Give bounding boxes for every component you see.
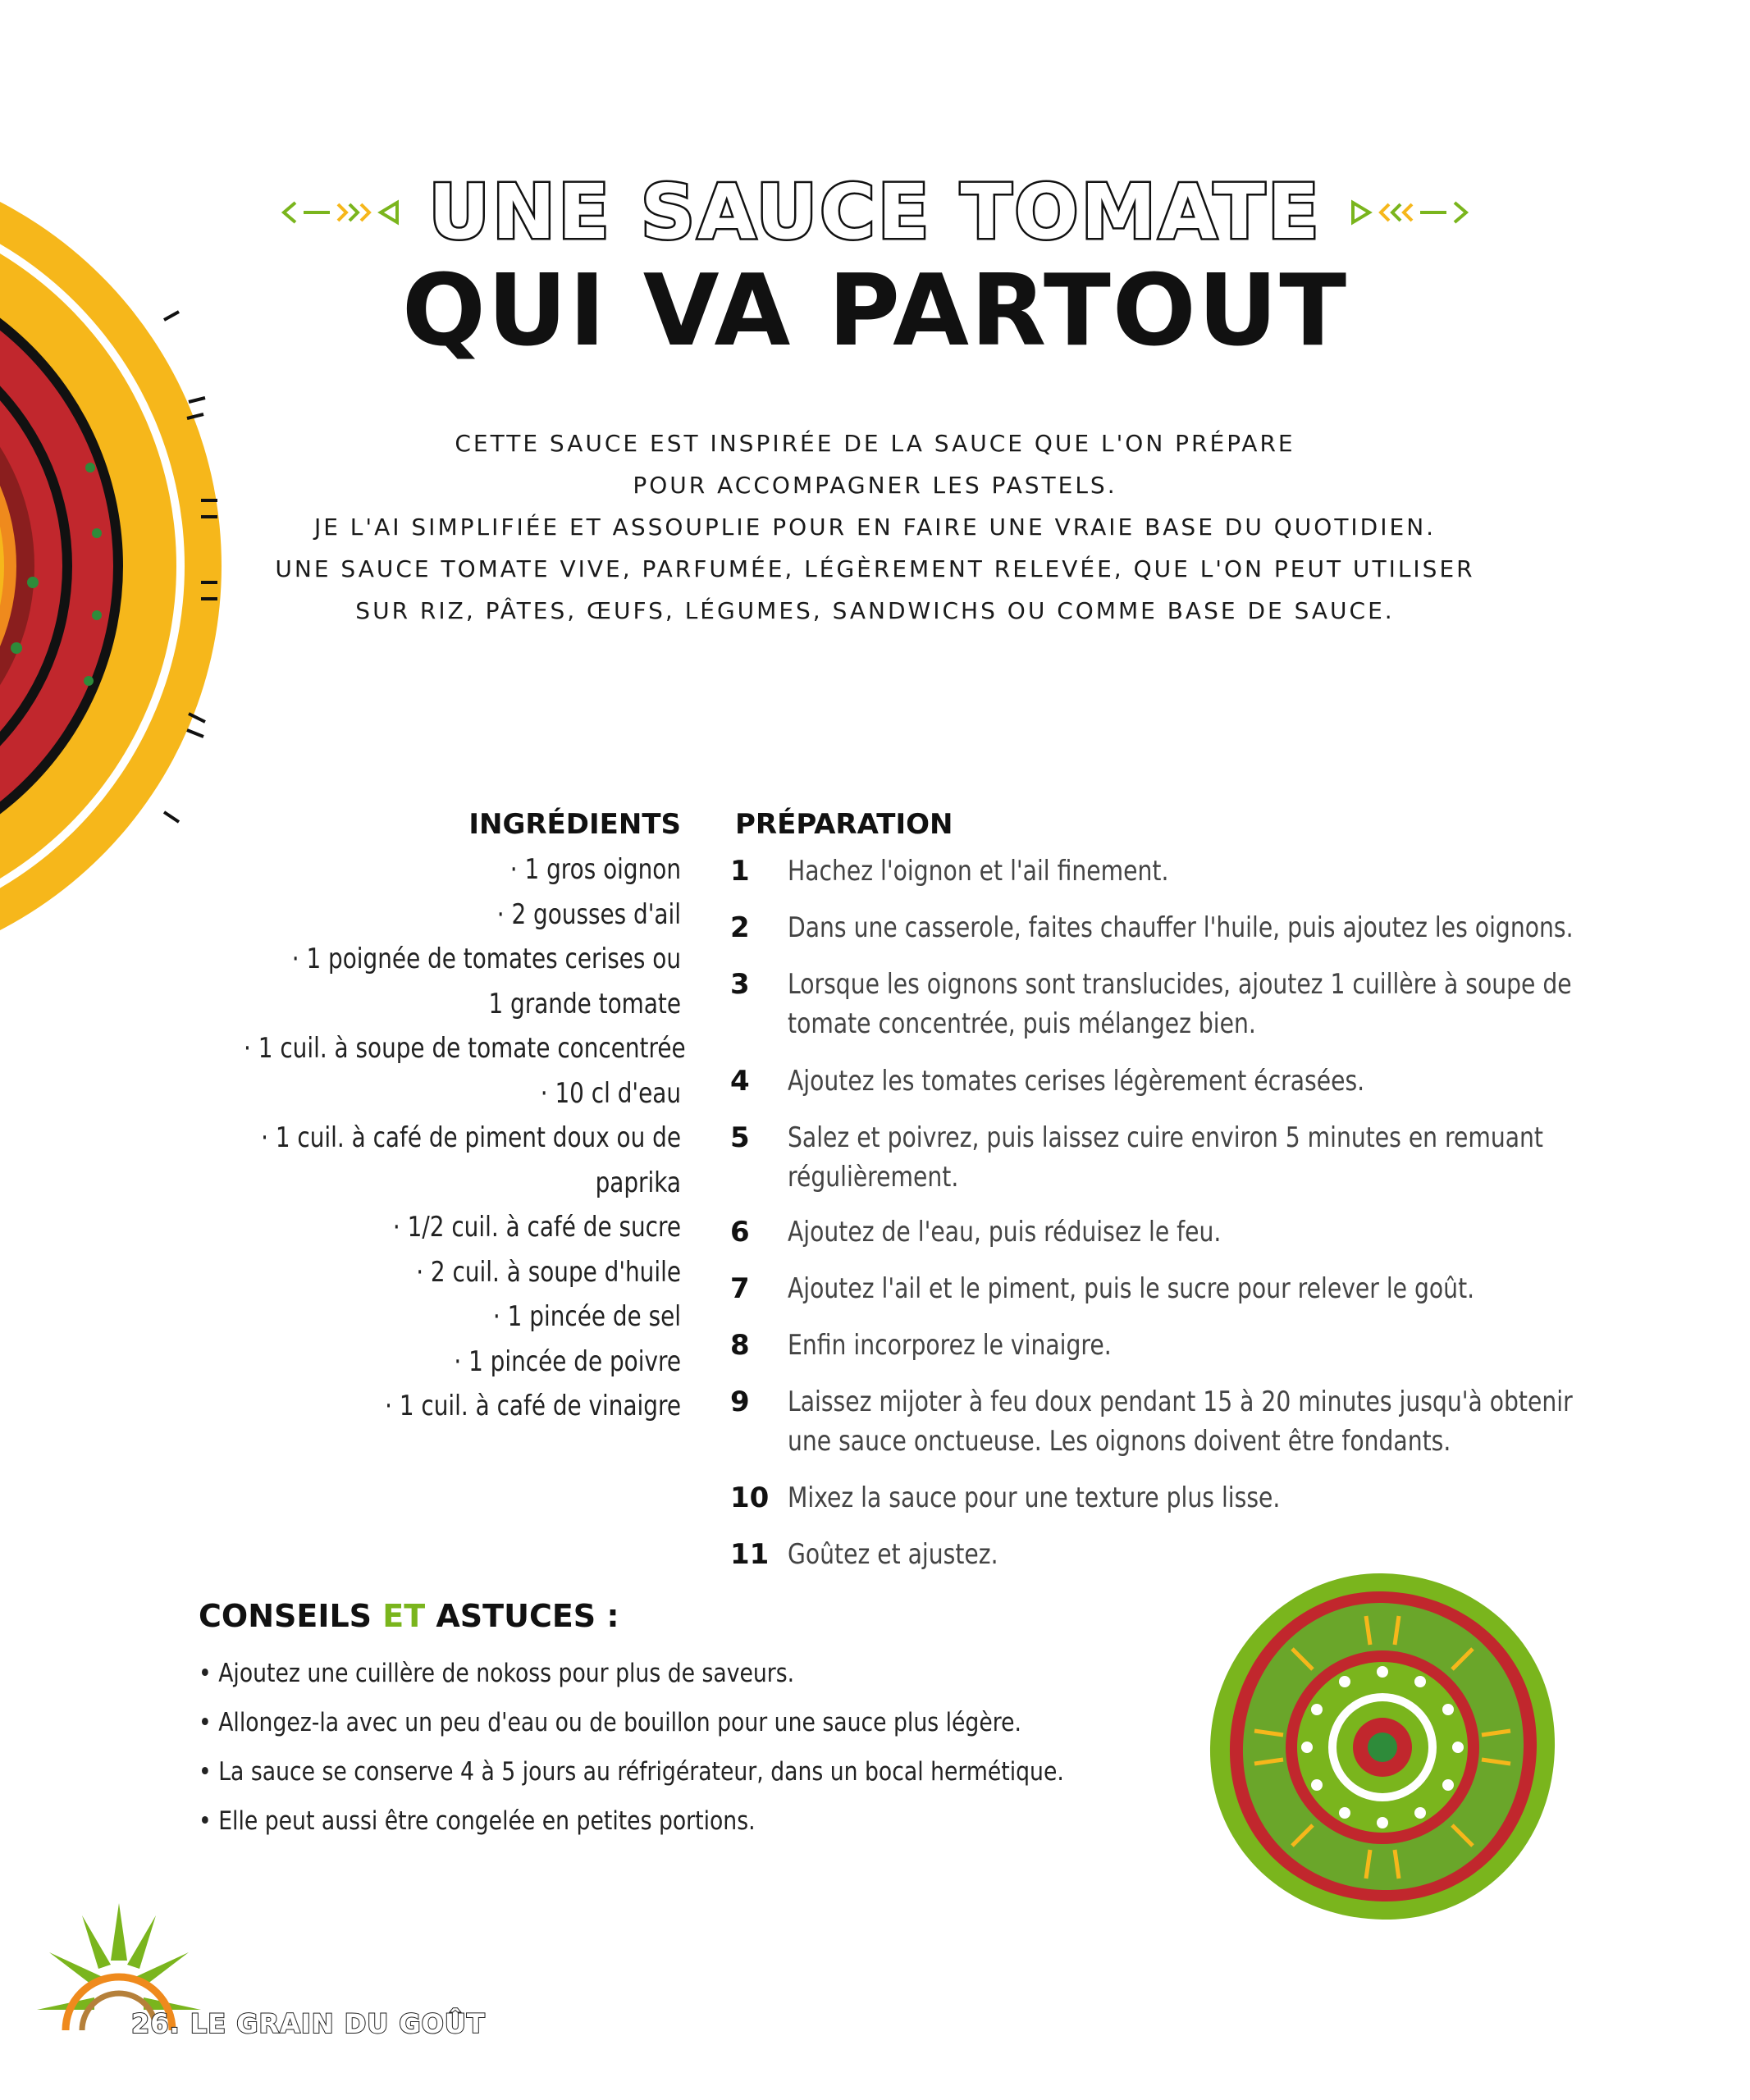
preparation-step <box>730 1118 1641 1197</box>
step-number: 11 <box>730 1538 770 1571</box>
ingredient-line: · 1 gros oignon <box>509 853 681 886</box>
step-number: 5 <box>730 1121 750 1154</box>
step-text-line: Dans une casserole, faites chauffer l'huile, puis ajoutez les oignons. <box>788 911 1574 944</box>
title-line-2: QUI VA PARTOUT <box>401 254 1349 368</box>
step-number: 8 <box>730 1329 750 1362</box>
step-text-line: Ajoutez l'ail et le piment, puis le sucre pour relever le goût. <box>788 1272 1475 1305</box>
tips-heading-part1: CONSEILS <box>199 1598 383 1634</box>
step-text-line: Laissez mijoter à feu doux pendant 15 à 20 minutes jusqu'à obtenir <box>788 1386 1573 1418</box>
ingredient-line: · 1 pincée de sel <box>492 1300 681 1333</box>
ingredients-heading: INGRÉDIENTS <box>468 808 681 841</box>
tips-heading-accent: ET <box>382 1598 426 1634</box>
step-number: 10 <box>730 1481 770 1514</box>
preparation-heading: PRÉPARATION <box>735 808 953 841</box>
step-text <box>788 1326 1666 1365</box>
step-text-line: Mixez la sauce pour une texture plus lisse. <box>788 1481 1281 1514</box>
step-text-line: Salez et poivrez, puis laissez cuire environ 5 minutes en remuant <box>788 1121 1544 1154</box>
step-text <box>788 1212 1666 1252</box>
step-text <box>788 1478 1666 1518</box>
preparation-step <box>730 965 1641 1043</box>
step-text-line: Ajoutez les tomates cerises légèrement écrasées. <box>788 1065 1365 1098</box>
step-number: 2 <box>730 911 750 944</box>
preparation-step <box>730 851 1641 891</box>
step-text <box>788 1269 1666 1308</box>
intro-paragraph <box>0 422 1750 632</box>
tips-heading-part2: ASTUCES : <box>425 1598 619 1634</box>
ingredient-line: · 1/2 cuil. à café de sucre <box>392 1211 681 1244</box>
step-number: 3 <box>730 968 750 1001</box>
intro-line: SUR RIZ, PÂTES, ŒUFS, LÉGUMES, SANDWICHS OU COMME BASE DE SAUCE. <box>355 597 1395 624</box>
preparation-step <box>730 1382 1641 1461</box>
ingredient-line: · 2 cuil. à soupe d'huile <box>416 1255 681 1289</box>
preparation-step <box>730 1061 1641 1101</box>
intro-line: POUR ACCOMPAGNER LES PASTELS. <box>633 472 1117 499</box>
ingredient-line: paprika <box>595 1166 681 1199</box>
tips-list <box>199 1649 1101 1846</box>
ingredient-line: · 1 cuil. à soupe de tomate concentrée <box>244 1032 686 1065</box>
tips-heading <box>199 1598 619 1634</box>
preparation-step <box>730 1269 1641 1308</box>
step-text <box>788 1061 1666 1101</box>
title-line-1: UNE SAUCE TOMATE <box>428 168 1322 256</box>
ingredients-list <box>148 847 686 1429</box>
step-text-line: Goûtez et ajustez. <box>788 1538 998 1571</box>
title-line-1-row <box>0 168 1750 256</box>
step-number: 7 <box>730 1272 750 1305</box>
step-number: 1 <box>730 855 750 888</box>
step-text <box>788 1382 1666 1461</box>
step-number: 6 <box>730 1216 750 1249</box>
intro-line: CETTE SAUCE EST INSPIRÉE DE LA SAUCE QUE L'ON PRÉPARE <box>455 430 1295 457</box>
preparation-step <box>730 1478 1641 1518</box>
arrow-ornament-left-icon <box>279 196 402 229</box>
step-text-line: Hachez l'oignon et l'ail finement. <box>788 855 1169 888</box>
ingredient-line: · 2 gousses d'ail <box>496 897 681 931</box>
step-number: 9 <box>730 1386 750 1418</box>
tip-item: • Elle peut aussi être congelée en petites portions. <box>199 1806 756 1836</box>
tip-item: • La sauce se conserve 4 à 5 jours au réfrigérateur, dans un bocal hermétique. <box>199 1757 1064 1787</box>
step-text <box>788 1118 1666 1197</box>
step-text <box>788 851 1666 891</box>
intro-line: JE L'AI SIMPLIFIÉE ET ASSOUPLIE POUR EN FAIRE UNE VRAIE BASE DU QUOTIDIEN. <box>313 514 1437 541</box>
preparation-step <box>730 908 1641 947</box>
decorative-medallion <box>1202 1567 1563 1928</box>
step-text <box>788 965 1666 1043</box>
ingredient-line: · 1 pincée de poivre <box>454 1344 681 1378</box>
ingredient-line: · 1 cuil. à café de piment doux ou de <box>261 1121 681 1154</box>
page-footer: 26. LE GRAIN DU GOÛT <box>131 2008 486 2039</box>
step-text <box>788 908 1666 947</box>
tip-item: • Ajoutez une cuillère de nokoss pour plus de saveurs. <box>199 1659 795 1688</box>
tip-item: • Allongez-la avec un peu d'eau ou de bouillon pour une sauce plus légère. <box>199 1708 1021 1737</box>
step-text-line: tomate concentrée, puis mélangez bien. <box>788 1007 1256 1040</box>
preparation-step <box>730 1326 1641 1365</box>
step-number: 4 <box>730 1065 750 1098</box>
ingredient-line: 1 grande tomate <box>488 987 681 1020</box>
ingredient-line: · 1 cuil. à café de vinaigre <box>385 1390 681 1422</box>
preparation-step <box>730 1212 1641 1252</box>
step-text-line: régulièrement. <box>788 1161 959 1194</box>
step-text-line: Enfin incorporez le vinaigre. <box>788 1329 1112 1362</box>
ingredient-line: · 10 cl d'eau <box>540 1076 681 1110</box>
step-text-line: Ajoutez de l'eau, puis réduisez le feu. <box>788 1216 1222 1249</box>
step-text-line: une sauce onctueuse. Les oignons doivent être fondants. <box>788 1425 1451 1458</box>
step-text-line: Lorsque les oignons sont translucides, ajoutez 1 cuillère à soupe de <box>788 968 1572 1001</box>
arrow-ornament-right-icon <box>1348 196 1471 229</box>
ingredient-line: · 1 poignée de tomates cerises ou <box>291 943 681 975</box>
intro-line: UNE SAUCE TOMATE VIVE, PARFUMÉE, LÉGÈREMENT RELEVÉE, QUE L'ON PEUT UTILISER <box>275 555 1475 582</box>
